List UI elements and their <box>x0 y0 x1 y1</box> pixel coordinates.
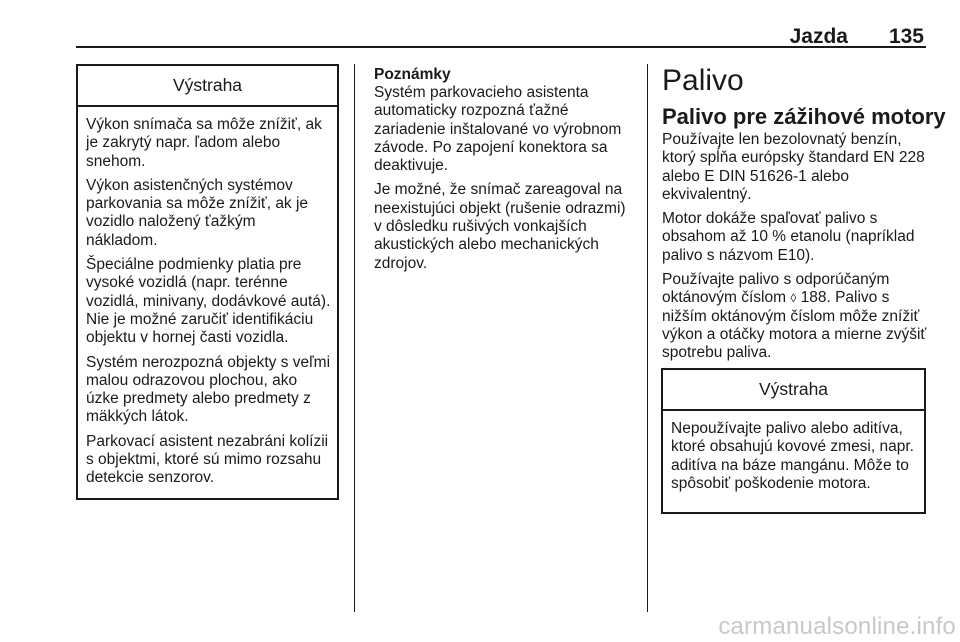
fuel-subheading: Palivo pre zážihové motory <box>662 104 946 129</box>
fuel-octane-paragraph <box>662 271 928 362</box>
section-title: Jazda <box>789 25 848 48</box>
column-divider <box>354 64 355 612</box>
column-divider <box>647 64 648 612</box>
warning-paragraph: Systém nerozpozná objekty s veľmi malou odrazovou plochou, ako úzke predmety alebo predmety z mäkkých látok. <box>86 353 331 426</box>
notes-title: Poznámky <box>374 66 451 83</box>
warning-body <box>78 107 337 498</box>
warning-body <box>663 411 924 503</box>
watermark: carmanualsonline.info <box>718 613 956 640</box>
notes-section <box>374 66 636 273</box>
warning-paragraph: Nepoužívajte palivo alebo aditíva, ktoré obsahujú kovové zmesi, napr. aditíva na báze mangánu. Môže to spôsobiť poškodenie motora. <box>671 420 914 492</box>
warning-title: Výstraha <box>663 370 924 411</box>
page-header <box>76 0 926 48</box>
warning-paragraph: Špeciálne podmienky platia pre vysoké vozidlá (napr. terénne vozidlá, minivany, dodávkové autá). Nie je možné zaručiť identifikáciu objektu v hornej časti vozidla. <box>86 256 331 347</box>
octane-text-after: 188. Palivo s nižším oktánovým číslom môže znížiť výkon a otáčky motora a mierne zvýšiť spotrebu paliva. <box>662 289 927 362</box>
warning-title: Výstraha <box>78 66 337 107</box>
fuel-paragraph: Motor dokáže spaľovať palivo s obsahom až 10 % etanolu (napríklad palivo s názvom E10). <box>662 210 915 264</box>
fuel-heading: Palivo <box>662 64 744 97</box>
octane-text-before: Používajte palivo s odporúčaným oktánovým číslom <box>662 271 890 307</box>
notes-paragraph: Je možné, že snímač zareagoval na neexistujúci objekt (rušenie odrazmi) v dôsledku rušivých vonkajších akustických alebo mechanických zdrojov. <box>374 181 626 272</box>
warning-paragraph: Výkon asistenčných systémov parkovania sa môže znížiť, ak je vozidlo naložený ťažkým nákladom. <box>86 176 309 249</box>
warning-box-fuel <box>661 368 926 514</box>
notes-paragraph: Systém parkovacieho asistenta automaticky rozpozná ťažné zariadenie inštalované vo výrobnom závode. Po zapojení konektora sa deaktivuje. <box>374 84 622 175</box>
page-number: 135 <box>888 25 924 48</box>
fuel-paragraph: Používajte len bezolovnatý benzín, ktorý spĺňa európsky štandard EN 228 alebo E DIN 51626-1 alebo ekvivalentný. <box>662 131 925 203</box>
warning-paragraph: Výkon snímača sa môže znížiť, ak je zakrytý napr. ľadom alebo snehom. <box>86 116 322 170</box>
page-reference-icon[interactable]: ◊ <box>790 291 797 306</box>
warning-box-sensor <box>76 64 339 500</box>
fuel-section <box>662 64 946 363</box>
warning-paragraph: Parkovací asistent nezabráni kolízii s objektmi, ktoré sú mimo rozsahu detekcie senzorov. <box>86 432 329 487</box>
